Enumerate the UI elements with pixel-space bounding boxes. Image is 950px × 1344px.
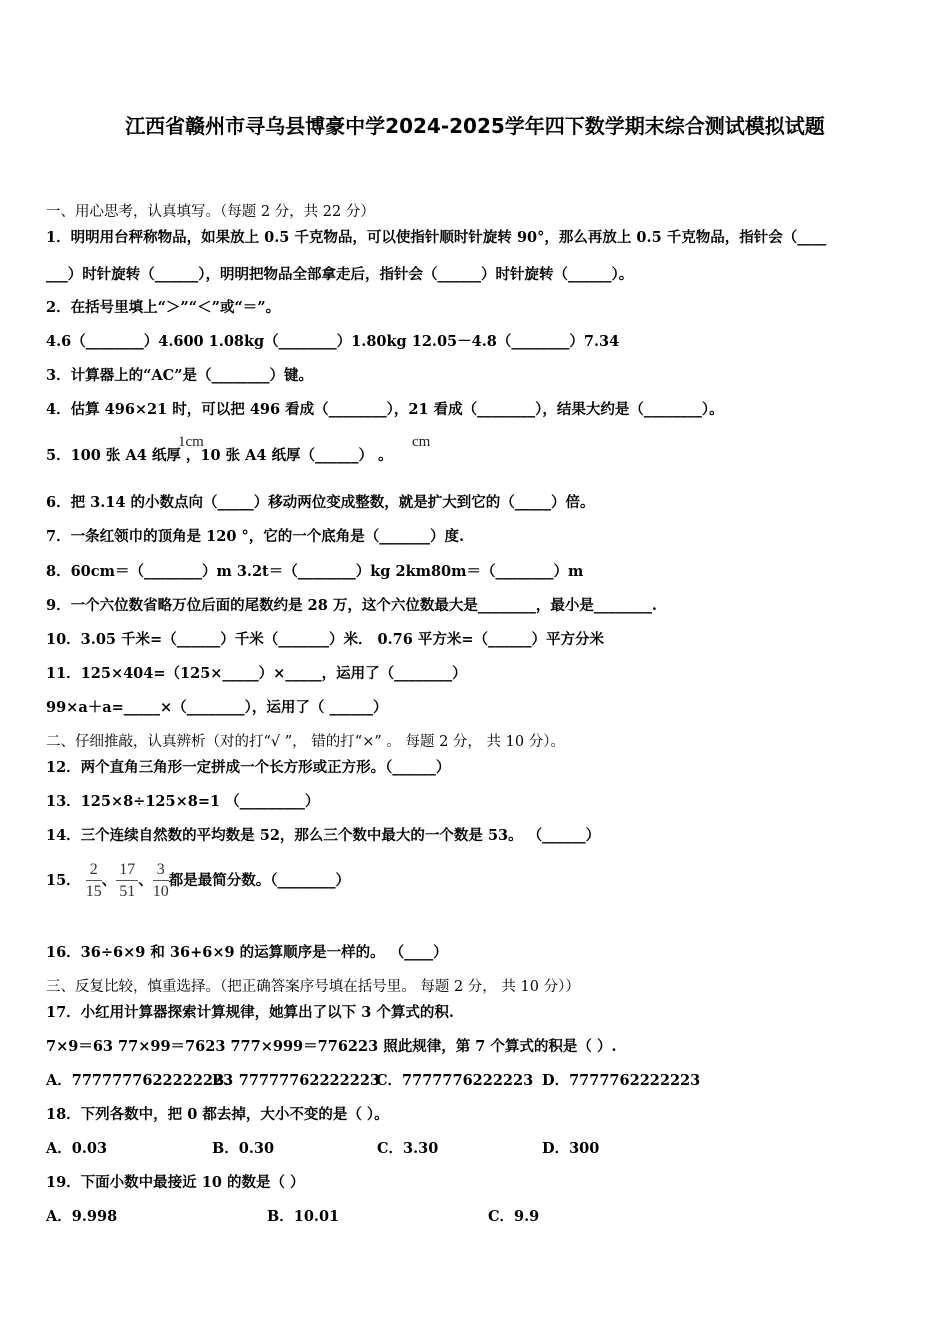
question-13: 13．125×8÷125×8=1 （_________）	[46, 793, 320, 810]
question-6: 6．把 3.14 的小数点向（_____）移动两位变成整数，就是扩大到它的（_____）倍。	[46, 494, 595, 511]
question-11-line-2: 99×a＋a=_____×（________），运用了（ ______）	[46, 699, 388, 716]
question-9: 9．一个六位数省略万位后面的尾数约是 28 万，这个六位数最大是________，最小是________.	[46, 597, 657, 614]
option-d: D．300	[542, 1140, 600, 1157]
question-8: 8．60cm＝（________）m 3.2t＝（________）kg 2km80m＝（________）m	[46, 563, 584, 580]
question-18-stem: 18．下列各数中，把 0 都去掉，大小不变的是（ ）。	[46, 1106, 389, 1123]
section-1-heading: 一、用心思考，认真填写。（每题 2 分，共 22 分）	[46, 204, 375, 220]
question-16: 16．36÷6×9 和 36+6×9 的运算顺序是一样的。 （____）	[46, 944, 448, 961]
fraction-3-denominator: 10	[152, 882, 169, 900]
fraction-3	[153, 860, 169, 903]
question-1-line-2: ___）时针旋转（______），明明把物品全部拿走后，指针会（______）时针旋转（______）。	[46, 266, 634, 283]
question-4: 4．估算 496×21 时，可以把 496 看成（________），21 看成（________），结果大约是（________）。	[46, 401, 724, 418]
question-15-prefix: 15．	[46, 872, 81, 889]
section-3-heading: 三、反复比较，慎重选择。（把正确答案序号填在括号里。 每题 2 分， 共 10 分））	[46, 979, 580, 995]
question-2-stem: 2．在括号里填上“＞”“＜”或“＝”。	[46, 299, 281, 316]
option-b: B．0.30	[212, 1140, 275, 1157]
question-18-options	[46, 1139, 916, 1159]
option-a: A．9.998	[46, 1208, 118, 1225]
fraction-1-denominator: 15	[85, 882, 102, 900]
fraction-2-denominator: 51	[119, 882, 136, 900]
option-b: B．77777762222223	[212, 1072, 381, 1089]
option-d: D．7777762222223	[542, 1072, 701, 1089]
option-c: C．7777776222223	[376, 1072, 534, 1089]
question-15	[46, 858, 916, 904]
question-7: 7．一条红领巾的顶角是 120 °，它的一个底角是（_______）度.	[46, 528, 464, 545]
fraction-3-numerator: 3	[153, 860, 169, 881]
option-a: A．7777777622222223	[46, 1072, 234, 1089]
question-19-options	[46, 1207, 916, 1227]
question-17-options	[46, 1071, 916, 1091]
option-b: B．10.01	[267, 1208, 340, 1225]
section-2-heading: 二、仔细推敲，认真辨析（对的打“√ ”， 错的打“×” 。 每题 2 分， 共 10 分）。	[46, 734, 565, 750]
question-5: 5．100 张 A4 纸厚 ，10 张 A4 纸厚（______） 。	[46, 447, 393, 464]
fraction-2-numerator: 17	[116, 860, 138, 881]
question-15-suffix: 都是最简分数。（________）	[168, 872, 350, 889]
question-11-line-1: 11．125×404=（125×_____）×_____，运用了（________）	[46, 665, 467, 682]
fraction-1-numerator: 2	[86, 860, 102, 881]
question-17-stem: 17．小红用计算器探索计算规律，她算出了以下 3 个算式的积.	[46, 1004, 454, 1021]
option-a: A．0.03	[46, 1140, 108, 1157]
question-19-stem: 19．下面小数中最接近 10 的数是（ ）	[46, 1174, 305, 1191]
fraction-1	[86, 860, 102, 903]
question-5-unit-1: 1cm	[178, 434, 204, 450]
question-10: 10．3.05 千米=（______）千米（_______）米． 0.76 平方米=（______）平方分米	[46, 631, 605, 648]
option-c: C．3.30	[377, 1140, 439, 1157]
page-title: 江西省赣州市寻乌县博豪中学2024-2025学年四下数学期末综合测试模拟试题	[125, 114, 825, 138]
fraction-separator: 、	[101, 872, 117, 889]
question-5-unit-2: cm	[412, 434, 431, 450]
question-2-items: 4.6（________）4.600 1.08kg（________）1.80kg 12.05－4.8（________）7.34	[46, 333, 620, 350]
question-3: 3．计算器上的“AC”是（________）键。	[46, 367, 314, 384]
option-c: C．9.9	[488, 1208, 540, 1225]
question-12: 12．两个直角三角形一定拼成一个长方形或正方形。（______）	[46, 759, 451, 776]
fraction-2	[116, 860, 138, 903]
fraction-separator: 、	[138, 872, 153, 889]
question-14: 14．三个连续自然数的平均数是 52，那么三个数中最大的一个数是 53。 （______）	[46, 827, 601, 844]
question-1-line-1: 1．明明用台秤称物品，如果放上 0.5 千克物品，可以使指针顺时针旋转 90°，那么再放上 0.5 千克物品，指针会（____	[46, 229, 827, 246]
question-17-formula: 7×9＝63 77×99＝7623 777×999＝776223 照此规律，第 7 个算式的积是（ ）.	[46, 1038, 617, 1055]
